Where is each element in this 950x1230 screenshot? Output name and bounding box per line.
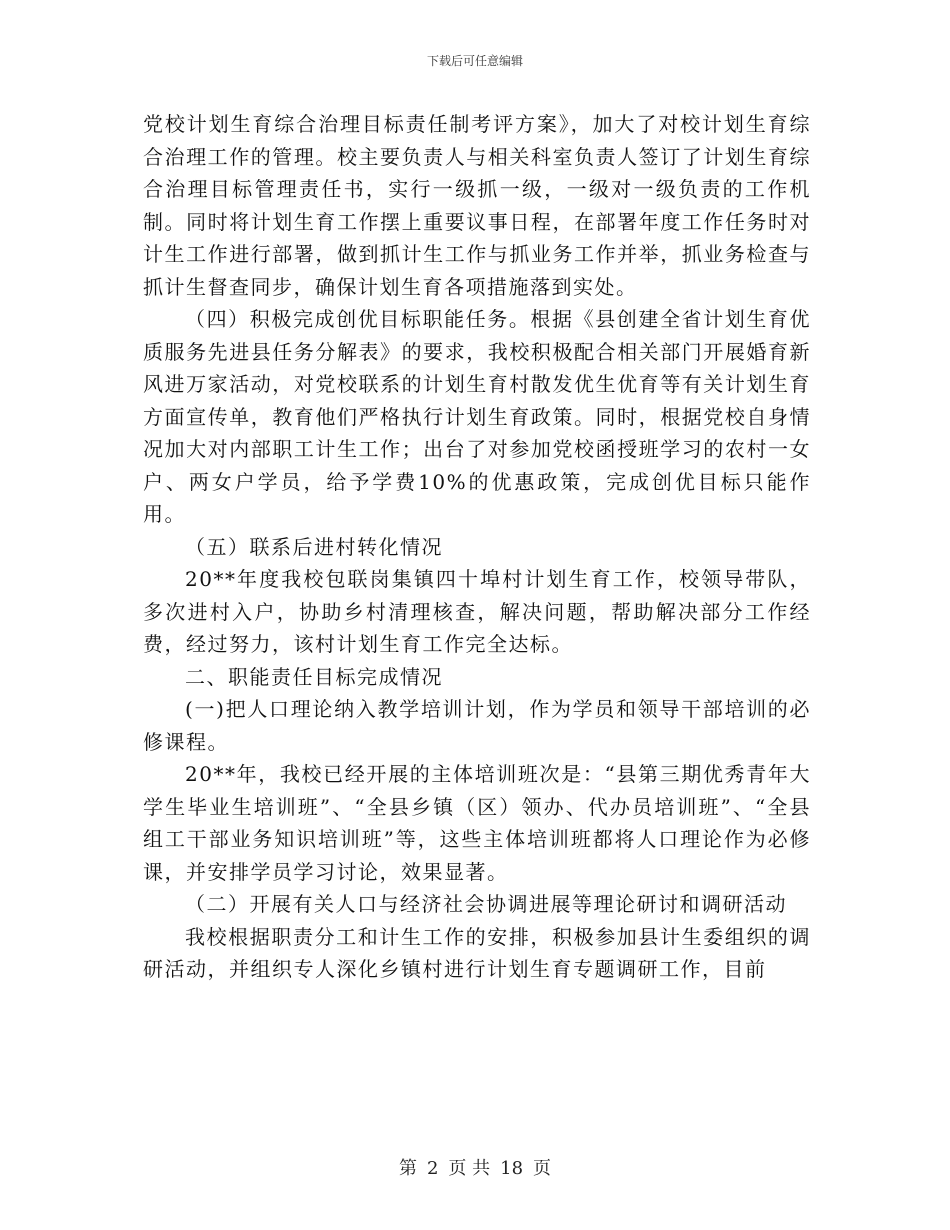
section-heading: 二、职能责任目标完成情况 xyxy=(185,664,443,689)
footer-mid: 页 共 xyxy=(448,1158,491,1179)
paragraph: （四）积极完成创优目标职能任务。根据《县创建全省计划生育优质服务先进县任务分解表》的要求，我校积极配合相关部门开展婚育新风进万家活动，对党校联系的计划生育村散发优生优育等有关计划生育方面宣传单，教育他们严格执行计划生育政策。同时，根据党校自身情况加大对内部职工计生工作；出台了对参加党校函授班学习的农村一女户、两女户学员，给予学费10%的优惠政策，完成创优目标只能作用。 xyxy=(143,307,811,526)
footer-prefix: 第 xyxy=(398,1158,417,1179)
paragraph: (一)把人口理论纳入教学培训计划，作为学员和领导干部培训的必修课程。 xyxy=(143,697,811,754)
paragraph: 20**年度我校包联岗集镇四十埠村计划生育工作，校领导带队，多次进村入户，协助乡村清理核查，解决问题，帮助解决部分工作经费，经过努力，该村计划生育工作完全达标。 xyxy=(143,567,811,656)
paragraph: 我校根据职责分工和计生工作的安排，积极参加县计生委组织的调研活动，并组织专人深化乡镇村进行计划生育专题调研工作，目前 xyxy=(143,924,811,981)
paragraph: 党校计划生育综合治理目标责任制考评方案》，加大了对校计划生育综合治理工作的管理。校主要负责人与相关科室负责人签订了计划生育综合治理目标管理责任书，实行一级抓一级，一级对一级负责的工作机制。同时将计划生育工作摆上重要议事日程，在部署年度工作任务时对计生工作进行部署，做到抓计生工作与抓业务工作并举，抓业务检查与抓计生督查同步，确保计划生育各项措施落到实处。 xyxy=(143,112,811,299)
page-number: 2 xyxy=(426,1158,439,1179)
total-pages: 18 xyxy=(500,1158,524,1179)
paragraph: 20**年，我校已经开展的主体培训班次是：“县第三期优秀青年大学生毕业生培训班”、“全县乡镇（区）领办、代办员培训班”、“全县组工干部业务知识培训班”等，这些主体培训班都将人口理论作为必修课，并安排学员学习讨论，效果显著。 xyxy=(143,762,811,884)
footer-suffix: 页 xyxy=(533,1158,552,1179)
section-heading: （五）联系后进村转化情况 xyxy=(185,534,443,559)
section-heading: （二）开展有关人口与经济社会协调进展等理论研讨和调研活动 xyxy=(185,892,787,916)
page-header: 下载后可任意编辑 xyxy=(426,54,523,68)
page-footer xyxy=(0,1154,950,1180)
document-body xyxy=(143,108,811,986)
